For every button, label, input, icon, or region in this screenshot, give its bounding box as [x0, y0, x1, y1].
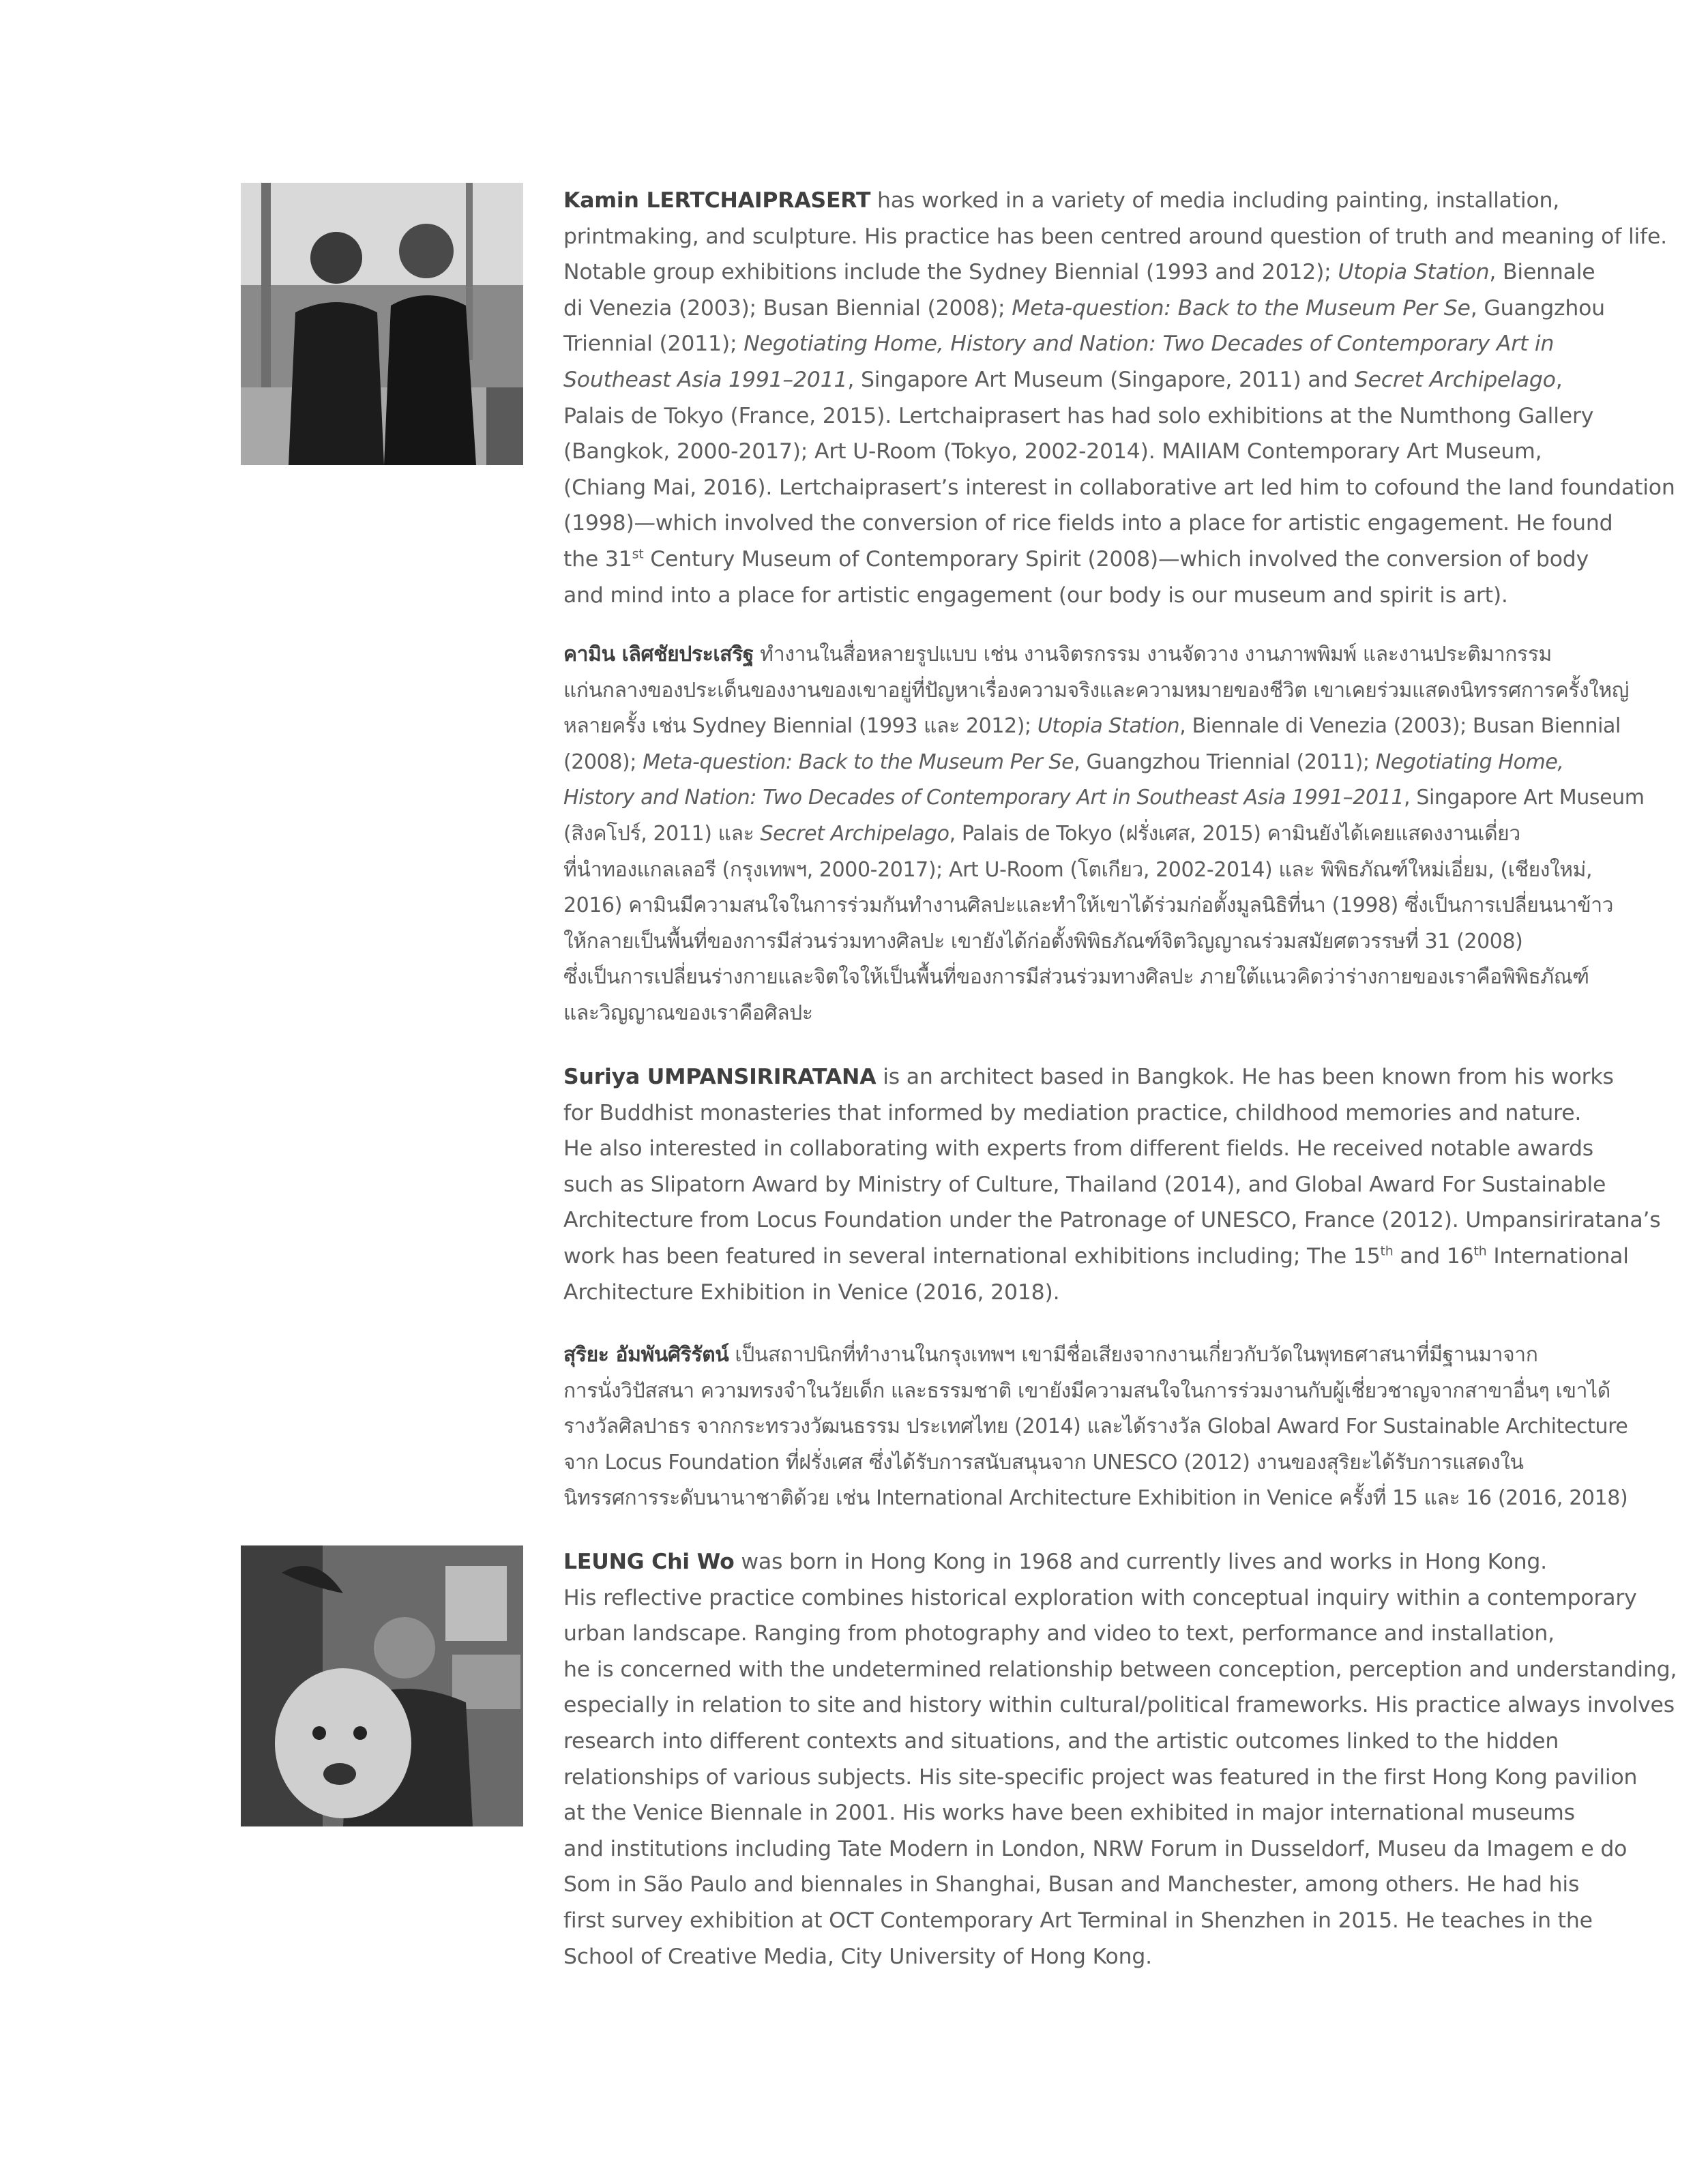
person-name: LEUNG Chi Wo [563, 1550, 735, 1574]
text-segment: is an architect based in Bangkok. He has been known from his works [876, 1065, 1614, 1089]
text-segment: has worked in a variety of media including painting, installation, [870, 188, 1560, 213]
text-line [563, 637, 1628, 673]
text-line [563, 542, 1628, 578]
text-segment: printmaking, and sculpture. His practice has been centred around question of truth and meaning of life. [563, 224, 1667, 249]
text-line [563, 254, 1628, 291]
text-line [563, 1544, 1628, 1580]
text-line [563, 219, 1667, 255]
text-segment: ที่นำทองแกลเลอรี (กรุงเทพฯ, 2000-2017); Art U-Room (โตเกียว, 2002-2014) และ พิพิธภัณฑ์ใหม่เอี่ยม, (เชียงใหม่, [563, 857, 1593, 882]
text-segment: the 31 [563, 546, 632, 572]
text-segment: , [1555, 367, 1563, 392]
bio-suriya-english [563, 1059, 1661, 1310]
text-line [563, 1374, 1628, 1410]
text-line [563, 1202, 1661, 1239]
text-segment: แก่นกลางของประเด็นของงานของเขาอยู่ที่ปัญหาเรื่องความจริงและความหมายของชีวิต เขาเคยร่วมแสดงนิทรรศการครั้งใหญ่ [563, 678, 1630, 702]
text-segment: รางวัลศิลปาธร จากกระทรวงวัฒนธรรม ประเทศไทย (2014) และได้รางวัล Global Award For Sustainable Architecture [563, 1415, 1628, 1439]
text-segment: di Venezia (2003); Busan Biennial (2008); [563, 295, 1012, 321]
text-line [563, 398, 1628, 434]
person-name: Kamin LERTCHAIPRASERT [563, 188, 871, 213]
text-line [563, 1275, 1628, 1311]
text-segment: , Singapore Art Museum [1404, 786, 1645, 810]
text-line [563, 960, 1628, 996]
text-segment: work has been featured in several international exhibitions including; The 15 [563, 1243, 1381, 1269]
text-segment: จาก Locus Foundation ที่ฝรั่งเศส ซึ่งได้รับการสนับสนุนจาก UNESCO (2012) งานของสุริยะได้รับการแสดงใน [563, 1450, 1524, 1475]
text-segment: (1998)—which involved the conversion of rice fields into a place for artistic engagement. He found [563, 511, 1613, 536]
text-segment: st [632, 546, 644, 562]
text-segment: การนั่งวิปัสสนา ความทรงจำในวัยเด็ก และธรรมชาติ เขายังมีความสนใจในการร่วมงานกับผู้เชี่ยวชาญจากสาขาอื่นๆ เขาได้ [563, 1378, 1610, 1403]
text-segment: และวิญญาณของเราคือศิลปะ [563, 1001, 813, 1025]
text-segment: He also interested in collaborating with experts from different fields. He received notable awards [563, 1136, 1593, 1162]
text-line [563, 362, 1628, 398]
text-segment: Century Museum of Contemporary Spirit (2008)—which involved the conversion of body [643, 546, 1589, 572]
text-line [563, 1095, 1628, 1131]
text-segment: School of Creative Media, City University of Hong Kong. [563, 1944, 1152, 1969]
text-segment: Triennial (2011); [563, 331, 744, 357]
text-line [563, 1903, 1628, 1939]
text-line [563, 1687, 1675, 1723]
text-segment: Meta-question: Back to the Museum Per Se [643, 750, 1074, 774]
text-segment: Architecture Exhibition in Venice (2016, 2018). [563, 1279, 1060, 1305]
portrait-photo-man-with-dog-icon [241, 1545, 523, 1826]
text-line [563, 1939, 1628, 1975]
text-segment: relationships of various subjects. His site-specific project was featured in the first Hong Kong pavilion [563, 1764, 1638, 1790]
bio-suriya-thai [563, 1337, 1628, 1517]
person-name: คามิน เลิศชัยประเสริฐ [563, 642, 754, 666]
text-line [563, 183, 1628, 219]
text-line [563, 1652, 1677, 1688]
text-segment: urban landscape. Ranging from photography and video to text, performance and installation, [563, 1621, 1555, 1646]
text-segment: , Guangzhou Triennial (2011); [1074, 750, 1376, 774]
person-name: สุริยะ อัมพันศิริรัตน์ [563, 1343, 729, 1367]
text-line [563, 1445, 1628, 1481]
bio-kamin-english [563, 183, 1675, 613]
text-line [563, 505, 1628, 542]
text-segment: Architecture from Locus Foundation under the Patronage of UNESCO, France (2012). Umpansiriratana’s [563, 1208, 1661, 1233]
text-segment: (2008); [563, 750, 643, 774]
text-segment: , Palais de Tokyo (ฝรั่งเศส, 2015) คามินยังได้เคยแสดงงานเดี่ยว [949, 821, 1520, 846]
text-line [563, 1760, 1638, 1796]
text-line [563, 434, 1628, 470]
portrait-photo-leung [241, 1545, 523, 1826]
text-segment: Utopia Station [1037, 714, 1180, 739]
text-line [563, 470, 1675, 506]
portrait-photo-two-men-icon [241, 183, 523, 465]
text-segment: was born in Hong Kong in 1968 and currently lives and works in Hong Kong. [734, 1550, 1547, 1574]
text-line [563, 1409, 1628, 1445]
text-segment: ให้กลายเป็นพื้นที่ของการมีส่วนร่วมทางศิลปะ เขายังได้ก่อตั้งพิพิธภัณฑ์จิตวิญญาณร่วมสมัยศตวรรษที่ 31 (2008) [563, 929, 1523, 953]
text-segment: at the Venice Biennale in 2001. His works have been exhibited in major international museums [563, 1801, 1575, 1826]
text-segment: , Guangzhou [1470, 295, 1605, 321]
text-line [563, 1616, 1628, 1652]
text-segment: (Chiang Mai, 2016). Lertchaiprasert’s interest in collaborative art led him to cofound the land foundation [563, 475, 1675, 500]
text-line [563, 745, 1628, 781]
text-line [563, 1167, 1628, 1203]
text-segment: and institutions including Tate Modern in London, NRW Forum in Dusseldorf, Museu da Imagem e do [563, 1836, 1628, 1861]
text-segment: (Bangkok, 2000-2017); Art U-Room (Tokyo, 2002-2014). MAIIAM Contemporary Art Museum, [563, 439, 1542, 464]
text-segment: Palais de Tokyo (France, 2015). Lertchaiprasert has had solo exhibitions at the Numthong Gallery [563, 403, 1594, 428]
text-line [563, 1481, 1628, 1517]
text-line [563, 924, 1628, 960]
text-segment: เป็นสถาปนิกที่ทำงานในกรุงเทพฯ เขามีชื่อเสียงจากงานเกี่ยวกับวัดในพุทธศาสนาที่มีฐานมาจาก [728, 1343, 1538, 1367]
text-line [563, 1580, 1637, 1616]
text-line [563, 673, 1628, 709]
text-line [563, 578, 1628, 614]
text-line [563, 1059, 1628, 1095]
text-segment: and 16 [1393, 1243, 1474, 1269]
text-line [563, 853, 1628, 889]
text-segment: Utopia Station [1338, 260, 1490, 285]
text-segment: th [1380, 1243, 1394, 1259]
text-segment: Negotiating Home, [1375, 750, 1564, 774]
text-segment: Negotiating Home, History and Nation: Two Decades of Contemporary Art in [743, 331, 1555, 357]
text-segment: ทำงานในสื่อหลายรูปแบบ เช่น งานจิตรกรรม งานจัดวาง งานภาพพิมพ์ และงานประติมากรรม [753, 642, 1552, 666]
text-segment: and mind into a place for artistic engagement (our body is our museum and spirit is art). [563, 582, 1508, 608]
text-segment: especially in relation to site and history within cultural/political frameworks. His practice always involves [563, 1693, 1675, 1718]
text-segment: Secret Archipelago [760, 821, 949, 846]
text-segment: Secret Archipelago [1354, 367, 1556, 392]
text-line [563, 291, 1628, 327]
text-line [563, 1831, 1628, 1867]
text-line [563, 1337, 1628, 1374]
text-line [563, 1723, 1628, 1760]
text-segment: International [1486, 1243, 1629, 1269]
text-segment: , Singapore Art Museum (Singapore, 2011) and [847, 367, 1355, 392]
bio-leung-english [563, 1544, 1677, 1974]
text-segment: นิทรรศการระดับนานาชาติด้วย เช่น International Architecture Exhibition in Venice ครั้งที่ 15 และ 16 (2016, 2018) [563, 1486, 1628, 1511]
text-segment: Notable group exhibitions include the Sydney Biennial (1993 and 2012); [563, 260, 1338, 285]
text-line [563, 1239, 1628, 1275]
text-line [563, 780, 1645, 816]
text-line [563, 1131, 1628, 1167]
text-segment: Som in São Paulo and biennales in Shanghai, Busan and Manchester, among others. He had his [563, 1872, 1580, 1897]
text-segment: th [1473, 1243, 1487, 1259]
text-line [563, 996, 1628, 1032]
text-segment: Southeast Asia 1991–2011 [563, 367, 848, 392]
text-segment: for Buddhist monasteries that informed by mediation practice, childhood memories and nature. [563, 1100, 1582, 1125]
text-segment: ซึ่งเป็นการเปลี่ยนร่างกายและจิตใจให้เป็นพื้นที่ของการมีส่วนร่วมทางศิลปะ ภายใต้แนวคิดว่าร่างกายของเราคือพิพิธภัณฑ์ [563, 965, 1589, 990]
person-name: Suriya UMPANSIRIRATANA [563, 1065, 877, 1089]
text-line [563, 888, 1628, 924]
text-line [563, 326, 1628, 362]
text-line [563, 709, 1628, 745]
text-segment: 2016) คามินมีความสนใจในการร่วมกันทำงานศิลปะและทำให้เขาได้ร่วมก่อตั้งมูลนิธิที่นา (1998) ซึ่งเป็นการเปลี่ยนนาข้าว [563, 893, 1614, 918]
text-segment: he is concerned with the undetermined relationship between conception, perception and understanding, [563, 1657, 1677, 1682]
text-segment: His reflective practice combines historical exploration with conceptual inquiry within a contemporary [563, 1585, 1637, 1610]
bio-kamin-thai [563, 637, 1645, 1032]
text-segment: หลายครั้ง เช่น Sydney Biennial (1993 และ 2012); [563, 714, 1037, 739]
text-line [563, 816, 1628, 853]
text-segment: Meta-question: Back to the Museum Per Se [1012, 295, 1471, 321]
text-segment: such as Slipatorn Award by Ministry of Culture, Thailand (2014), and Global Award For Sustainable [563, 1172, 1606, 1197]
portrait-photo-kamin-suriya [241, 183, 523, 465]
text-segment: (สิงคโปร์, 2011) และ [563, 821, 761, 846]
text-line [563, 1867, 1628, 1903]
text-segment: , Biennale [1489, 260, 1595, 285]
text-segment: research into different contexts and situations, and the artistic outcomes linked to the hidden [563, 1728, 1559, 1754]
text-segment: History and Nation: Two Decades of Contemporary Art in Southeast Asia 1991–2011 [563, 786, 1404, 810]
text-segment: first survey exhibition at OCT Contemporary Art Terminal in Shenzhen in 2015. He teaches in the [563, 1908, 1593, 1933]
text-line [563, 1795, 1628, 1831]
text-segment: , Biennale di Venezia (2003); Busan Biennial [1179, 714, 1621, 739]
